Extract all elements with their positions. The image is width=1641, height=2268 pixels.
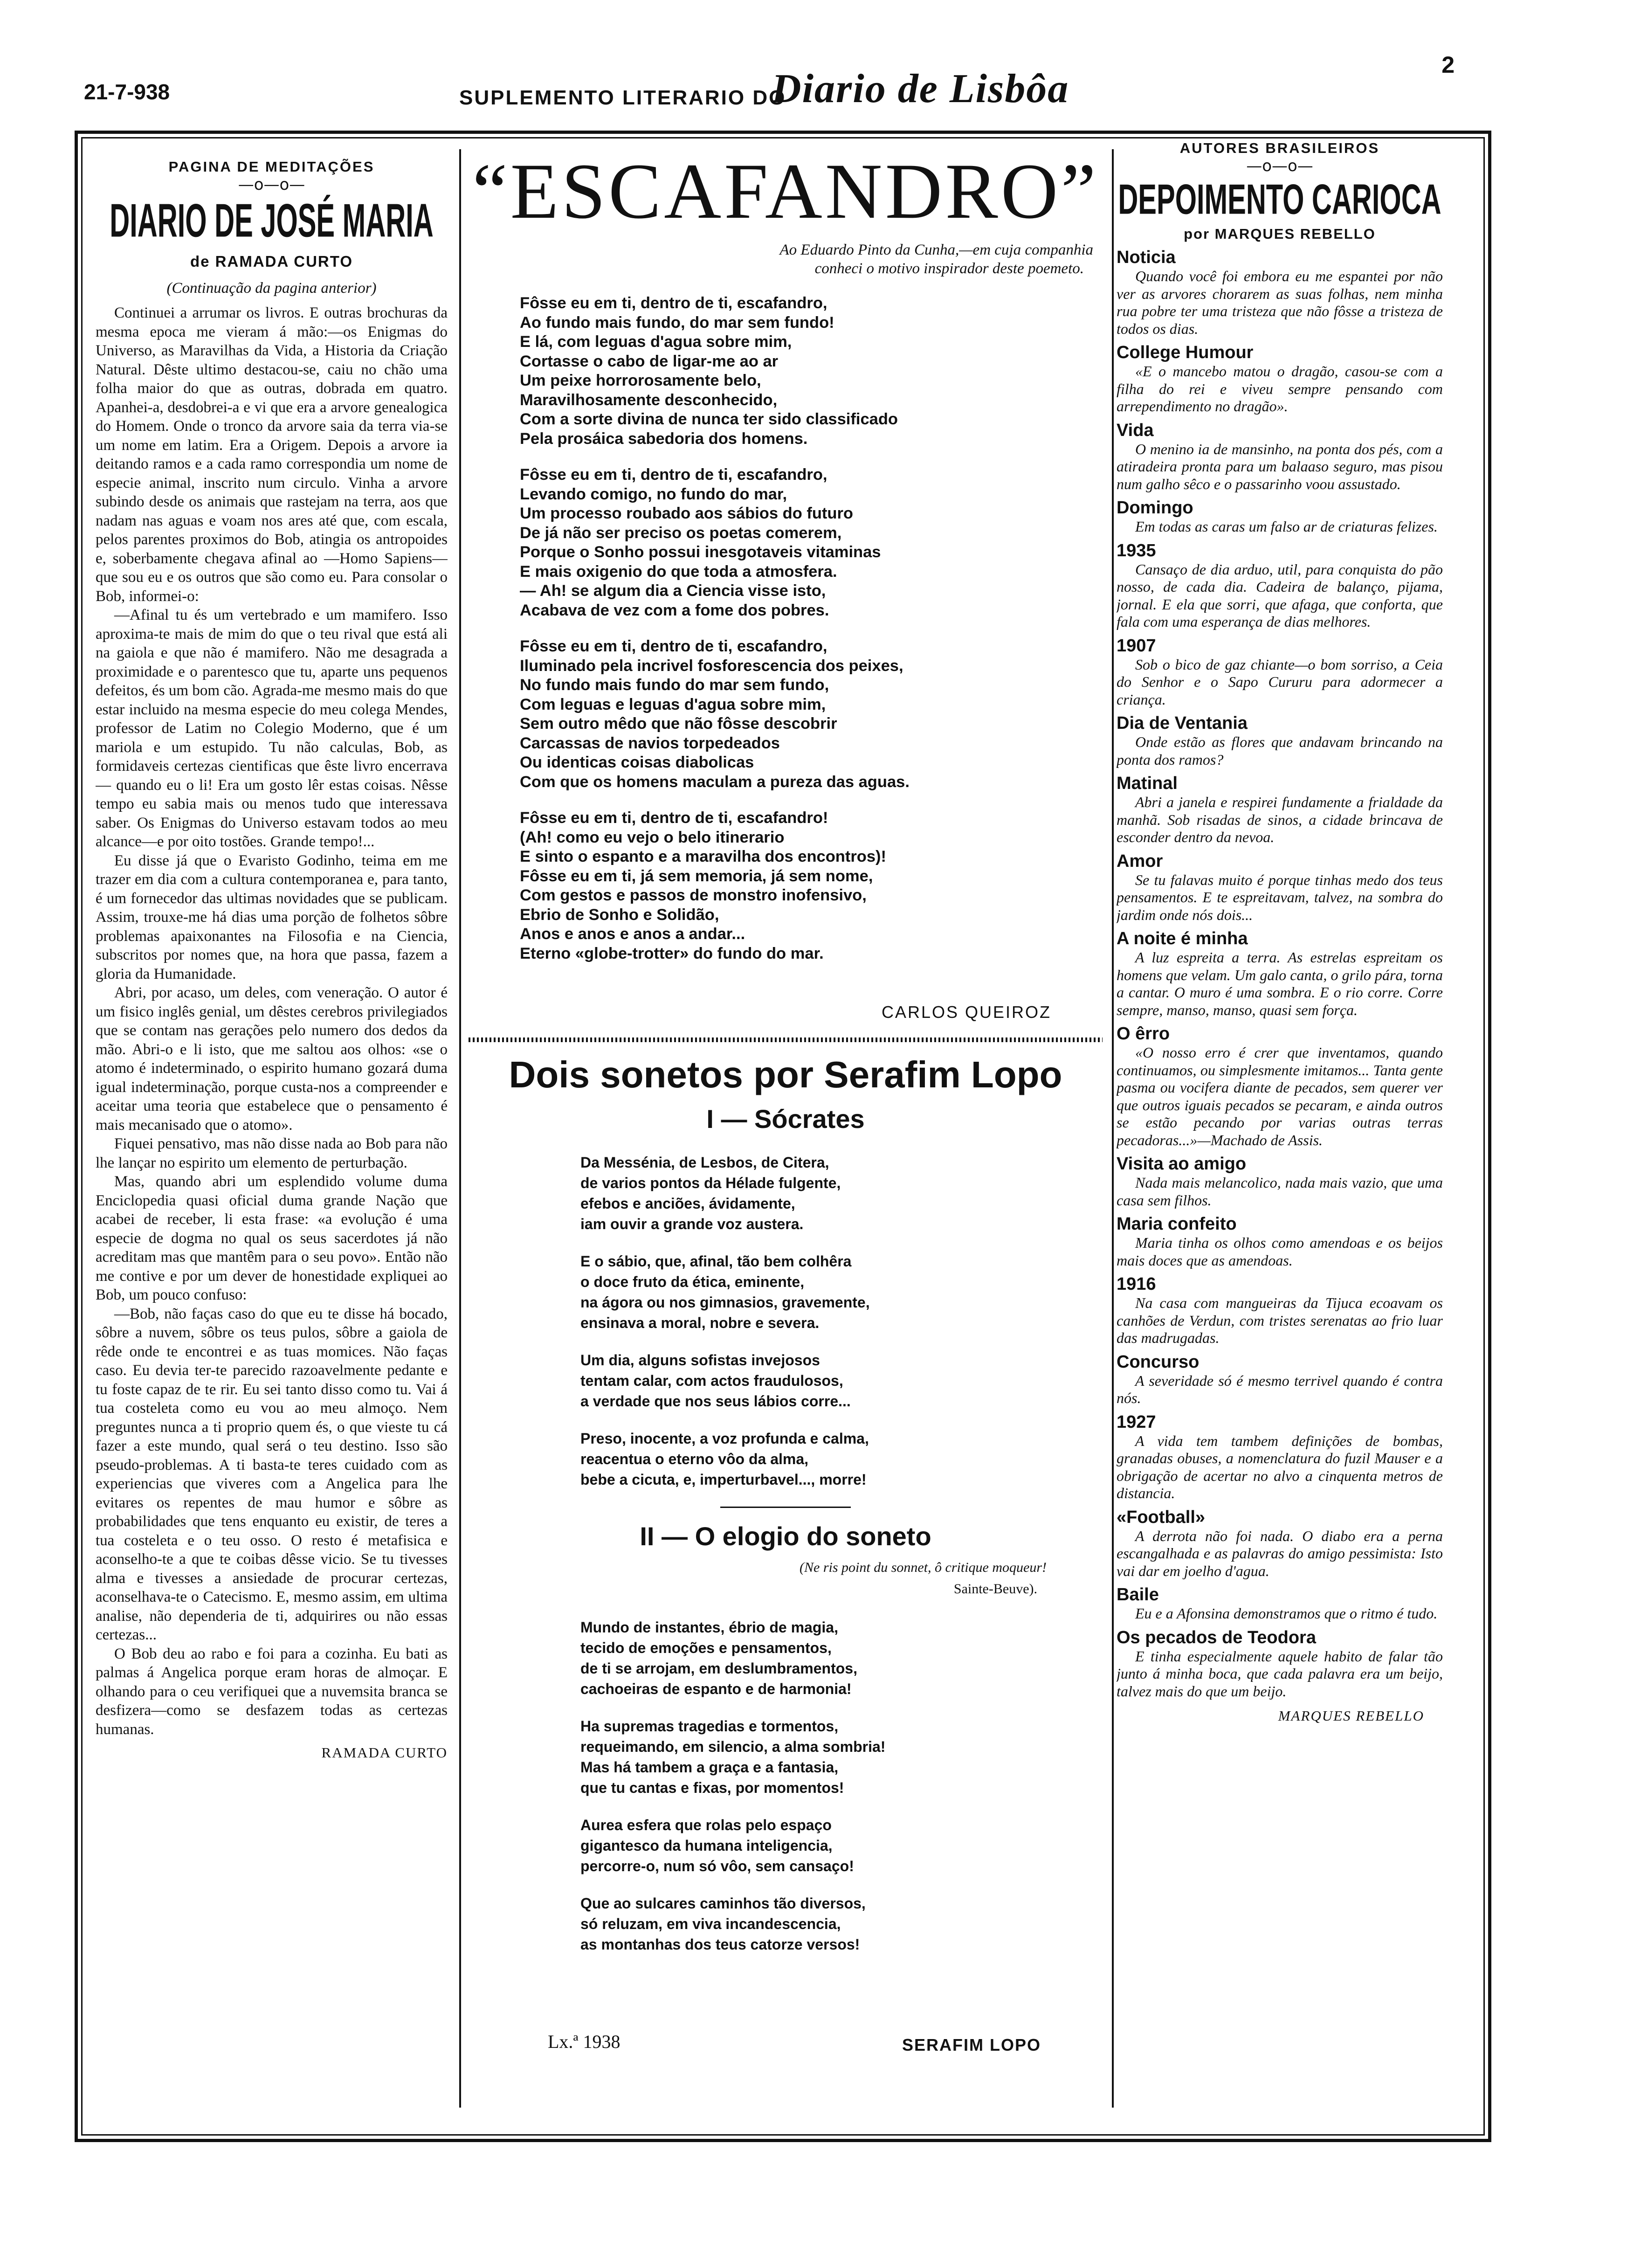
- column-depoimento-carioca: [1117, 140, 1443, 2098]
- vignette-title: A noite é minha: [1117, 929, 1248, 948]
- poem-line: Preso, inocente, a voz profunda e calma,: [580, 1430, 869, 1447]
- poem-line: a verdade que nos seus lábios corre...: [580, 1393, 851, 1410]
- poem-line: Pela prosáica sabedoria dos homens.: [520, 429, 808, 448]
- vignette: [1117, 1627, 1443, 1701]
- vignette-title: Maria confeito: [1117, 1214, 1237, 1234]
- article-paragraph: —Afinal tu és um vertebrado e um mamifero. Isso aproxima-te mais de mim do que o teu rival que está ali na gaiola e que não é mamifero. Não me desagrada a proximidade e o parentesco que tu, aparte uns pequenos defeitos, és um bom cão. Agrada-me mesmo mais do que estar incluido na mesma especie do meu colega Mendes, professor de Latim no Colegio Moderno, que é um mariola e um estupido. Tu não calculas, Bob, as formidaveis certezas cientificas que êste livro encerrava— quando eu o li! Era um gosto lêr estas coisas. Nêsse tempo eu sabia mais ou menos tudo que interessava saber. Os Enigmas do Universo estavam todos ao meu alcance—e por oito tostões. Grande tempo!...: [96, 607, 448, 850]
- article-paragraph: Continuei a arrumar os livros. E outras brochuras da mesma epoca me vieram á mão:—os Enigmas do Universo, as Maravilhas da Vida, a Historia da Criação Natural. Dêste ultimo destacou-se, caiu no chão uma folha maior do que as outras, dobrada em quatro. Apanhei-a, desdobrei-a e vi que era a arvore genealogica do Homem. Onde o tronco da arvore saia da terra via-se um nome em latim. Era a Origem. Depois a arvore ia deitando ramos e a cada ramo correspondia um nome de especie animal, inscrito num circulo. Vinha a arvore subindo desde os animais que rastejam na terra, aos que nadam nas aguas e voam nos ares até que, com escala, pelos parentes proximos do Bob, atingia os antropoides e, soberbamente chegava afinal ao —Homo Sapiens—que sou eu e os outros que são como eu. Para consolar o Bob, informei-o:: [96, 304, 448, 605]
- poem-line: E mais oxigenio do que toda a atmosfera.: [520, 562, 837, 581]
- sonnet1-body: [580, 1152, 1103, 1490]
- poem-dedication: [469, 241, 1103, 278]
- poem-stanza: [580, 1350, 1103, 1411]
- poem-line: E sinto o espanto e a maravilha dos encontros)!: [520, 848, 887, 865]
- poem-line: bebe a cicuta, e, imperturbavel..., morre!: [580, 1471, 867, 1488]
- poem-line: Acabava de vez com a fome dos pobres.: [520, 601, 829, 619]
- poem-stanza: [580, 1428, 1103, 1490]
- vignette: [1117, 498, 1443, 536]
- vignette: [1117, 420, 1443, 493]
- article-byline: de RAMADA CURTO: [190, 253, 353, 270]
- sonnet2-body: [580, 1617, 1103, 1955]
- sonnets-title: Dois sonetos por Serafim Lopo: [509, 1054, 1062, 1095]
- poem-line: que tu cantas e fixas, por momentos!: [580, 1779, 844, 1796]
- poem-line: Com gestos e passos de monstro inofensivo,: [520, 886, 867, 904]
- vignette-text: Sob o bico de gaz chiante—o bom sorriso, a Ceia do Senhor e o Sapo Cururu para adormecer a criança.: [1117, 656, 1443, 708]
- poem-stanza: [580, 1251, 1103, 1333]
- vignette: [1117, 773, 1443, 846]
- poem-line: Cortasse o cabo de ligar-me ao ar: [520, 352, 779, 370]
- poem-line: No fundo mais fundo do mar sem fundo,: [520, 676, 829, 694]
- page-number: 2: [1441, 52, 1455, 78]
- vignette: [1117, 928, 1443, 1019]
- vignette-text: Nada mais melancolico, nada mais vazio, que uma casa sem filhos.: [1117, 1174, 1443, 1209]
- vignette: [1117, 1154, 1443, 1209]
- poem-line: Fôsse eu em ti, dentro de ti, escafandro!: [520, 809, 828, 827]
- vignette-title: Vida: [1117, 420, 1154, 440]
- vignette-text: «E o mancebo matou o dragão, casou-se com a filha do rei e viveu sempre pensando com arrependimento no dragão».: [1117, 363, 1443, 415]
- poem-line: Carcassas de navios torpedeados: [520, 734, 780, 752]
- poem-line: Ou identicas coisas diabolicas: [520, 754, 754, 771]
- vignette-title: Amor: [1117, 851, 1163, 871]
- vignette-text: A vida tem tambem definições de bombas, granadas obuses, a nomenclatura do fuzil Mauser e a obrigação de acertar no alvo a cinquenta metros de distancia.: [1117, 1432, 1443, 1501]
- vignette: [1117, 851, 1443, 924]
- vignette-title: Baile: [1117, 1585, 1159, 1604]
- poem-line: Maravilhosamente desconhecido,: [520, 391, 778, 409]
- vignette-text: Na casa com mangueiras da Tijuca ecoavam os canhões de Verdun, com tristes serenatas ao frio luar das madrugadas.: [1117, 1294, 1443, 1346]
- vignette-text: A severidade só é mesmo terrivel quando é contra nós.: [1117, 1372, 1443, 1406]
- poem-line: tentam calar, com actos fraudulosos,: [580, 1372, 843, 1389]
- epigraph: (Ne ris point du sonnet, ô critique moqueur!: [800, 1560, 1047, 1575]
- continuation-note: (Continuação da pagina anterior): [166, 280, 377, 297]
- poem-line: requeimando, em silencio, a alma sombria!: [580, 1738, 886, 1755]
- poem-stanza: [580, 1893, 1103, 1955]
- poem-line: Ha supremas tragedias e tormentos,: [580, 1718, 839, 1735]
- article-title: DIARIO DE JOSÉ MARIA: [110, 194, 434, 247]
- sonnet1-title: I — Sócrates: [706, 1104, 865, 1134]
- poem-line: De já não ser preciso os poetas comerem,: [520, 524, 842, 542]
- poem-line: E o sábio, que, afinal, tão bem colhêra: [580, 1253, 852, 1270]
- poem-line: reacentua o eterno vôo da alma,: [580, 1451, 809, 1467]
- vignette-title: 1927: [1117, 1412, 1156, 1432]
- vignette-text: Eu e a Afonsina demonstramos que o ritmo é tudo.: [1135, 1605, 1438, 1622]
- vignette-title: Dia de Ventania: [1117, 713, 1248, 733]
- vignette-title: 1907: [1117, 636, 1156, 656]
- poem-line: Fôsse eu em ti, dentro de ti, escafandro,: [520, 294, 827, 312]
- vignette-text: Abri a janela e respirei fundamente a frialdade da manhã. Sob risadas de sinos, a cidade brincava de esconder dentro da nevoa.: [1117, 794, 1443, 845]
- ornament: —o—o—: [1246, 157, 1313, 175]
- poem-line: Levando comigo, no fundo do mar,: [520, 485, 787, 503]
- sonnet2-title: II — O elogio do soneto: [640, 1521, 931, 1551]
- vignette-title: Noticia: [1117, 248, 1176, 267]
- poem-line: Fôsse eu em ti, já sem memoria, já sem nome,: [520, 867, 873, 885]
- poem-line: Ebrio de Sonho e Solidão,: [520, 906, 719, 924]
- vignette-text: Em todas as caras um falso ar de criaturas felizes.: [1135, 518, 1438, 535]
- sonnets-signature: SERAFIM LOPO: [902, 2035, 1041, 2054]
- poem-line: Porque o Sonho possui inesgotaveis vitaminas: [520, 543, 881, 561]
- vignette-title: Domingo: [1117, 498, 1193, 518]
- section-kicker: PAGINA DE MEDITAÇÕES: [168, 159, 375, 175]
- poem-stanza: [520, 637, 1103, 792]
- article-paragraph: Eu disse já que o Evaristo Godinho, teima em me trazer em dia com a cultura contemporanea e, para tanto, é um fornecedor das ultimas novidades que se publicam. Assim, trouxe-me há dias uma porção de folhetos sôbre problemas apaixonantes na Filosofia e na Ciencia, subscritos por nomes que, na hora que passa, fazem a gloria da Humanidade.: [96, 852, 448, 982]
- vignette-text: Se tu falavas muito é porque tinhas medo dos teus pensamentos. E te espreitavam, talvez, na sombra do jardim onde nós dois...: [1117, 871, 1443, 923]
- title-wrap: [1117, 175, 1443, 226]
- vignette-text: A derrota não foi nada. O diabo era a perna escangalhada e as palavras do amigo pessimista: Isto vai dar em joelho d'agua.: [1117, 1527, 1443, 1579]
- vignette-text: A luz espreita a terra. As estrelas espreitam os homens que velam. Um galo canta, o grilo pára, torna a cantar. O muro é uma sombra. E o rio corre. Corre sempre, manso, manso, quasi sem força.: [1117, 949, 1443, 1018]
- poem-body: [520, 294, 1103, 963]
- column-divider-left: [459, 149, 461, 2108]
- poem-line: Ao fundo mais fundo, do mar sem fundo!: [520, 313, 834, 332]
- section-kicker: AUTORES BRASILEIROS: [1179, 140, 1380, 156]
- article-paragraph: —Bob, não faças caso do que eu te disse há bocado, sôbre a nuvem, sôbre os teus pulos, sôbre a gaiola de rêde onde te encontrei e as tuas momices. Não faças caso. Eu devia ter-te parecido razoavelmente pedante e tu foste capaz de te rir. Eu sei tanto disso como tu. Vai á tua costeleta como eu vou ao meu almoço. Nem preguntes nunca a ti proprio quem és, o que vieste tu cá fazer a este mundo, qual será o teu destino. Isso são pseudo-problemas. A ti basta-te teres cuidado com as experiencias que viveres com a Angelica para lhe evitares os repentes de mau humor e sôbre as probabilidades que tens enquanto eu existir, de teres a tua costeleta e o teu osso. O resto é metafisica e aconselho-te a que te coibas dêsse vicio. Se tu tivesses alma e tivesses a ansiedade de procurar certezas, aconselhava-te o Catecismo. E, mesmo assim, em ultima analise, não dependeria de ti, adquirires ou não essas certezas...: [96, 1305, 448, 1643]
- poem-line: Anos e anos e anos a andar...: [520, 925, 745, 943]
- vignette: [1117, 1412, 1443, 1502]
- poem-stanza: [580, 1152, 1103, 1234]
- poem-stanza: [580, 1716, 1103, 1798]
- poem-stanza: [520, 809, 1103, 963]
- poem-line: Sem outro mêdo que não fôsse descobrir: [520, 715, 837, 733]
- poem-line: gigantesco da humana inteligencia,: [580, 1837, 833, 1854]
- poem-stanza: [520, 465, 1103, 620]
- vignette: [1117, 713, 1443, 768]
- column-divider-right: [1112, 149, 1114, 2108]
- vignette: [1117, 1023, 1443, 1149]
- poem-line: Mas há tambem a graça e a fantasia,: [580, 1759, 839, 1776]
- poem-title: “ESCAFANDRO”: [472, 149, 1099, 235]
- poem-line: Um peixe horrorosamente belo,: [520, 372, 761, 389]
- newspaper-name: Diario de Lisbôa: [772, 66, 1069, 111]
- dedication-line: Ao Eduardo Pinto da Cunha,—em cuja companhia: [779, 242, 1093, 258]
- article-byline: por MARQUES REBELLO: [1184, 226, 1376, 242]
- title-wrap: [96, 194, 448, 250]
- column-diario-jose-maria: [96, 159, 448, 2089]
- article-body: [1117, 247, 1443, 1700]
- article-paragraph: Abri, por acaso, um deles, com veneração. O autor é um fisico inglês genial, um dêstes cerebros privilegiados que se contam nas gerações pelo numero dos dedos da mão. Abri-o e li isto, que me saltou aos olhos: «se o atomo é indeterminado, o espirito humano gozará duma igual indeterminação, porque custa-nos a compreender e aceitar uma teoria que estabelece que o pensamento é mais mecanisado que o atomo».: [96, 984, 448, 1134]
- article-paragraph: Mas, quando abri um esplendido volume duma Enciclopedia quasi oficial duma grande Nação que acabei de receber, li esta frase: «a evolução é uma especie de dogma no qual os seus sacerdotes já não acreditam mas que mantêm para o seu povo». Então não me contive e por um dever de honestidade expliquei ao Bob, um pouco confuso:: [96, 1173, 448, 1303]
- poem-line: iam ouvir a grande voz austera.: [580, 1216, 804, 1232]
- sonnet-separator: [720, 1507, 851, 1508]
- poem-line: percorre-o, num só vôo, sem cansaço!: [580, 1858, 854, 1874]
- poem-line: cachoeiras de espanto e de harmonia!: [580, 1680, 852, 1697]
- poem-line: Fôsse eu em ti, dentro de ti, escafandro,: [520, 466, 827, 484]
- vignette-text: Onde estão as flores que andavam brincando na ponta dos ramos?: [1117, 733, 1443, 768]
- poem-line: — Ah! se algum dia a Ciencia visse isto,: [520, 582, 826, 600]
- poem-stanza: [520, 294, 1103, 449]
- vignette-title: College Humour: [1117, 343, 1254, 362]
- article-signature: RAMADA CURTO: [321, 1744, 448, 1761]
- poem-line: efebos e anciões, ávidamente,: [580, 1195, 795, 1212]
- dedication-line: conheci o motivo inspirador deste poemeto.: [814, 260, 1084, 277]
- vignette-text: E tinha especialmente aquele habito de falar tão junto á minha boca, que cada palavra era um beijo, talvez mais do que um beijo.: [1117, 1647, 1443, 1700]
- vignette-text: Quando você foi embora eu me espantei por não ver as arvores chorarem as suas folhas, nem minha rua pobre ter uma tristeza que não fôsse a tristeza de todos os dias.: [1117, 268, 1443, 337]
- poem-line: as montanhas dos teus catorze versos!: [580, 1936, 860, 1953]
- vignette-title: 1916: [1117, 1274, 1156, 1294]
- poem-line: Da Messénia, de Lesbos, de Citera,: [580, 1154, 829, 1171]
- poem-stanza: [580, 1617, 1103, 1699]
- poem-line: o doce fruto da ética, eminente,: [580, 1273, 805, 1290]
- vignette-text: Maria tinha os olhos como amendoas e os beijos mais doces que as amendoas.: [1117, 1234, 1443, 1269]
- issue-date: 21-7-938: [84, 80, 170, 104]
- poem-line: Que ao sulcares caminhos tão diversos,: [580, 1895, 866, 1912]
- poem-line: Fôsse eu em ti, dentro de ti, escafandro,: [520, 637, 827, 655]
- poem-line: na ágora ou nos gimnasios, gravemente,: [580, 1294, 870, 1311]
- poem-line: Mundo de instantes, ébrio de magia,: [580, 1619, 838, 1636]
- poem-line: Com leguas e leguas d'agua sobre mim,: [520, 695, 826, 713]
- page-header: [0, 47, 1641, 121]
- poem-line: Um processo roubado aos sábios do futuro: [520, 505, 853, 522]
- article-paragraph: Fiquei pensativo, mas não disse nada ao Bob para não lhe lançar no espirito um elemento de perturbação.: [96, 1135, 448, 1171]
- article-paragraph: O Bob deu ao rabo e foi para a cozinha. Eu bati as palmas á Angelica porque eram horas de almoçar. E olhando para o ceu verifiquei que a nuvemsita branca se desfizera—como se desfazem todas as certezas humanas.: [96, 1645, 448, 1738]
- article-signature: MARQUES REBELLO: [1278, 1708, 1424, 1724]
- poem-escafandro: [469, 149, 1103, 1030]
- vignette: [1117, 247, 1443, 338]
- poem-line: Um dia, alguns sofistas invejosos: [580, 1352, 820, 1369]
- vignette-title: «Football»: [1117, 1507, 1206, 1527]
- poem-line: Com a sorte divina de nunca ter sido classificado: [520, 410, 898, 428]
- vignette: [1117, 540, 1443, 631]
- vignette-text: Cansaço de dia arduo, util, para conquista do pão nosso, de cada dia. Cadeira de balanço, pijama, jornal. E ela que sorri, que afaga, que conforta, que fala com uma esperança de dias melhores.: [1117, 560, 1443, 630]
- poem-line: Eterno «globe-trotter» do fundo do mar.: [520, 944, 824, 962]
- ornament: —o—o—: [238, 175, 305, 194]
- poem-line: (Ah! como eu vejo o belo itinerario: [520, 828, 785, 846]
- section-divider: [469, 1037, 1103, 1042]
- supplement-label: SUPLEMENTO LITERARIO DO: [459, 86, 786, 109]
- vignette: [1117, 1507, 1443, 1580]
- article-title: DEPOIMENTO CARIOCA: [1118, 175, 1441, 223]
- vignette-title: O êrro: [1117, 1024, 1170, 1044]
- poem-line: Com que os homens maculam a pureza das aguas.: [520, 773, 910, 791]
- poem-line: ensinava a moral, nobre e severa.: [580, 1314, 820, 1331]
- poem-stanza: [580, 1815, 1103, 1876]
- poem-line: de varios pontos da Hélade fulgente,: [580, 1175, 841, 1191]
- poem-line: Aurea esfera que rolas pelo espaço: [580, 1817, 832, 1833]
- poem-signature: CARLOS QUEIROZ: [881, 1003, 1051, 1022]
- poem-line: E lá, com leguas d'agua sobre mim,: [520, 333, 792, 351]
- epigraph-author: Sainte-Beuve).: [953, 1581, 1037, 1597]
- vignette: [1117, 1214, 1443, 1269]
- article-body: [96, 304, 448, 1739]
- vignette-title: Matinal: [1117, 774, 1178, 793]
- poem-line: tecido de emoções e pensamentos,: [580, 1639, 832, 1656]
- sonnets-section: [469, 1051, 1103, 2091]
- vignette-title: Visita ao amigo: [1117, 1154, 1247, 1174]
- vignette: [1117, 636, 1443, 709]
- poem-line: Iluminado pela incrivel fosforescencia dos peixes,: [520, 657, 903, 675]
- vignette-text: «O nosso erro é crer que inventamos, quando continuamos, ou simplesmente imitamos... Tanta gente pasma ou vocifera diante de pecados, sem querer ver que outros iguais pecados se pecaram, e ainda outros se estão pecando por varias outras terras pecadoras...»—Machado de Assis.: [1117, 1044, 1443, 1148]
- vignette: [1117, 342, 1443, 415]
- poem-line: de ti se arrojam, em deslumbramentos,: [580, 1660, 857, 1677]
- place-date: Lx.ª 1938: [548, 2031, 621, 2052]
- vignette-title: 1935: [1117, 540, 1156, 560]
- vignette-text: O menino ia de mansinho, na ponta dos pés, com a atiradeira pronta para um balaaso seguro, mas pisou num galho sêco e o passarinho voou assustado.: [1117, 440, 1443, 492]
- vignette: [1117, 1274, 1443, 1347]
- vignette-title: Concurso: [1117, 1352, 1200, 1372]
- vignette: [1117, 1352, 1443, 1407]
- poem-line: só reluzam, em viva incandescencia,: [580, 1915, 841, 1932]
- vignette-title: Os pecados de Teodora: [1117, 1627, 1316, 1647]
- vignette: [1117, 1584, 1443, 1623]
